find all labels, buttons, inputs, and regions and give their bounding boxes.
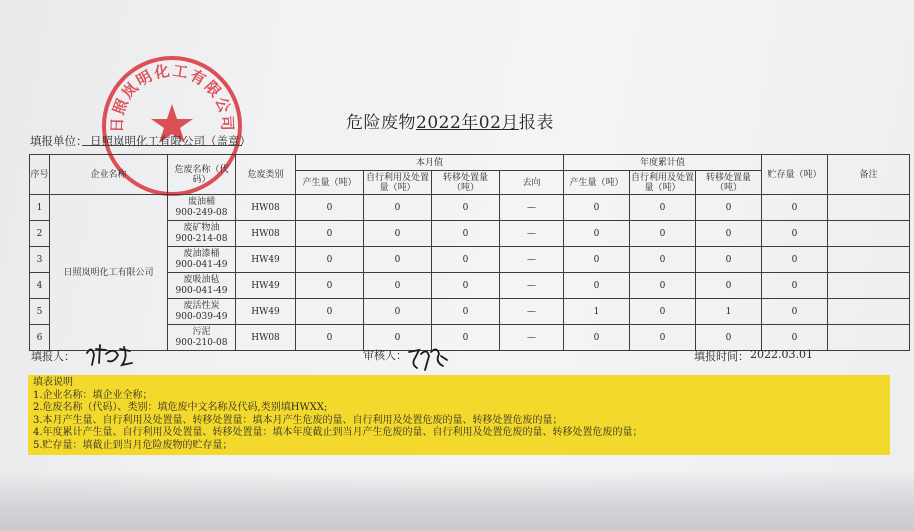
waste-report-table [29,154,910,351]
remark-cell [828,221,910,247]
header-category: 危废类别 [236,155,296,195]
header-year-transfer: 转移处置量（吨） [696,171,762,195]
unit-underline [82,145,242,146]
year-self-use: 0 [630,247,696,273]
report-date-label: 填报时间： [694,350,749,363]
month-self-use: 0 [364,247,432,273]
year-transfer: 0 [696,273,762,299]
header-month-produced: 产生量（吨） [296,171,364,195]
month-produced: 0 [296,299,364,325]
storage-amount: 0 [762,195,828,221]
year-transfer: 0 [696,247,762,273]
notes-line: 1.企业名称：填企业全称； [33,389,153,401]
header-waste-name: 危废名称（代码） [168,155,236,195]
row-index: 2 [30,221,50,247]
title-prefix: 危险废物 [346,113,416,133]
month-direction: — [500,221,564,247]
reporting-unit-label: 填报单位： [30,134,88,148]
month-transfer: 0 [432,273,500,299]
waste-category: HW49 [236,273,296,299]
month-transfer: 0 [432,221,500,247]
report-title [346,108,554,133]
waste-name-cell [168,221,236,247]
year-transfer: 0 [696,195,762,221]
storage-amount: 0 [762,325,828,351]
year-produced: 0 [564,195,630,221]
title-suffix: 报表 [518,113,554,133]
month-self-use: 0 [364,325,432,351]
header-year-self-use: 自行利用及处置量（吨） [631,172,695,193]
month-produced: 0 [296,273,364,299]
waste-code: 900-041-49 [175,285,228,296]
row-index: 1 [30,195,50,221]
waste-name: 废油桶 [187,196,215,207]
year-produced: 1 [564,299,630,325]
header-year-group: 年度累计值 [564,155,762,171]
waste-code: 900-214-08 [175,233,228,244]
remark-cell [828,247,910,273]
remark-cell [828,195,910,221]
month-direction: — [500,325,564,351]
storage-amount: 0 [762,273,828,299]
paper-shadow [0,470,914,531]
notes-line: 2.危废名称（代码）、类别：填危废中文名称及代码,类别填HWXX; [33,402,328,414]
header-remark: 备注 [828,155,910,195]
year-produced: 0 [564,325,630,351]
waste-name-cell [168,299,236,325]
waste-category: HW49 [236,247,296,273]
title-period: 2022年02月 [416,113,519,133]
remark-cell [828,299,910,325]
year-transfer: 1 [696,299,762,325]
month-direction: — [500,247,564,273]
header-year-produced: 产生量（吨） [564,171,630,195]
waste-category: HW08 [236,325,296,351]
waste-code: 900-039-49 [175,311,228,322]
year-self-use: 0 [630,325,696,351]
reviewer-label: 审核人： [363,349,407,362]
notes-line: 5.贮存量：填截止到当月危险废物的贮存量； [33,439,233,451]
waste-category: HW49 [236,299,296,325]
row-index: 3 [30,247,50,273]
month-produced: 0 [296,325,364,351]
month-self-use: 0 [364,299,432,325]
waste-code: 900-041-49 [175,259,228,270]
month-transfer: 0 [432,195,500,221]
waste-code: 900-210-08 [175,337,228,348]
storage-amount: 0 [762,299,828,325]
month-transfer: 0 [432,299,500,325]
header-storage: 贮存量（吨） [762,155,828,195]
svg-text:日照岚明化工有限公司: 日照岚明化工有限公司 [107,61,237,133]
row-index: 5 [30,299,50,325]
notes-title: 填表说明 [33,377,73,388]
waste-name: 废矿物油 [183,222,220,233]
header-index: 序号 [30,155,50,195]
month-self-use: 0 [364,273,432,299]
waste-name-cell [168,247,236,273]
year-self-use: 0 [630,221,696,247]
month-self-use: 0 [364,195,432,221]
waste-name: 废油漆桶 [183,248,220,259]
year-self-use: 0 [630,195,696,221]
month-transfer: 0 [432,325,500,351]
storage-amount: 0 [762,221,828,247]
filler-signature [84,341,136,369]
filler-label: 填报人： [31,350,75,363]
month-produced: 0 [296,221,364,247]
company-name-cell: 日照岚明化工有限公司 [50,195,168,351]
month-produced: 0 [296,247,364,273]
header-month-group: 本月值 [296,155,564,171]
waste-name: 废活性炭 [183,300,220,311]
header-month-direction: 去向 [500,171,564,195]
waste-name: 废吸油毡 [183,274,220,285]
waste-name-cell [168,325,236,351]
header-company: 企业名称 [50,155,168,195]
row-index: 6 [30,325,50,351]
year-transfer: 0 [696,221,762,247]
year-transfer: 0 [696,325,762,351]
row-index: 4 [30,273,50,299]
remark-cell [828,273,910,299]
header-month-transfer: 转移处置量（吨） [432,171,500,195]
waste-name-cell [168,273,236,299]
report-date-value: 2022.03.01 [750,348,813,361]
filling-instructions [33,377,643,453]
notes-line: 3.本月产生量、自行利用及处置量、转移处置量：填本月产生危废的量、自行利用及处置危废的量、转移处置危废的量； [33,414,563,426]
reporting-unit-value: 日照岚明化工有限公司（盖章） [90,134,251,148]
year-self-use: 0 [630,299,696,325]
remark-cell [828,325,910,351]
month-direction: — [500,195,564,221]
waste-category: HW08 [236,221,296,247]
month-direction: — [500,299,564,325]
month-produced: 0 [296,195,364,221]
month-direction: — [500,273,564,299]
header-month-self-use: 自行利用及处置量（吨） [364,171,432,195]
month-transfer: 0 [432,247,500,273]
year-produced: 0 [564,221,630,247]
reviewer-signature [405,342,451,374]
year-produced: 0 [564,273,630,299]
month-self-use: 0 [364,221,432,247]
year-self-use: 0 [630,273,696,299]
year-produced: 0 [564,247,630,273]
storage-amount: 0 [762,247,828,273]
table-row [30,195,910,221]
waste-code: 900-249-08 [175,207,228,218]
waste-name: 污泥 [192,326,211,337]
waste-name-cell [168,195,236,221]
waste-category: HW08 [236,195,296,221]
notes-line: 4.年度累计产生量、自行利用及处置量、转移处置量：填本年度截止到当月产生危废的量、自行利用及处置危废的量、转移处置危废的量； [33,427,643,439]
